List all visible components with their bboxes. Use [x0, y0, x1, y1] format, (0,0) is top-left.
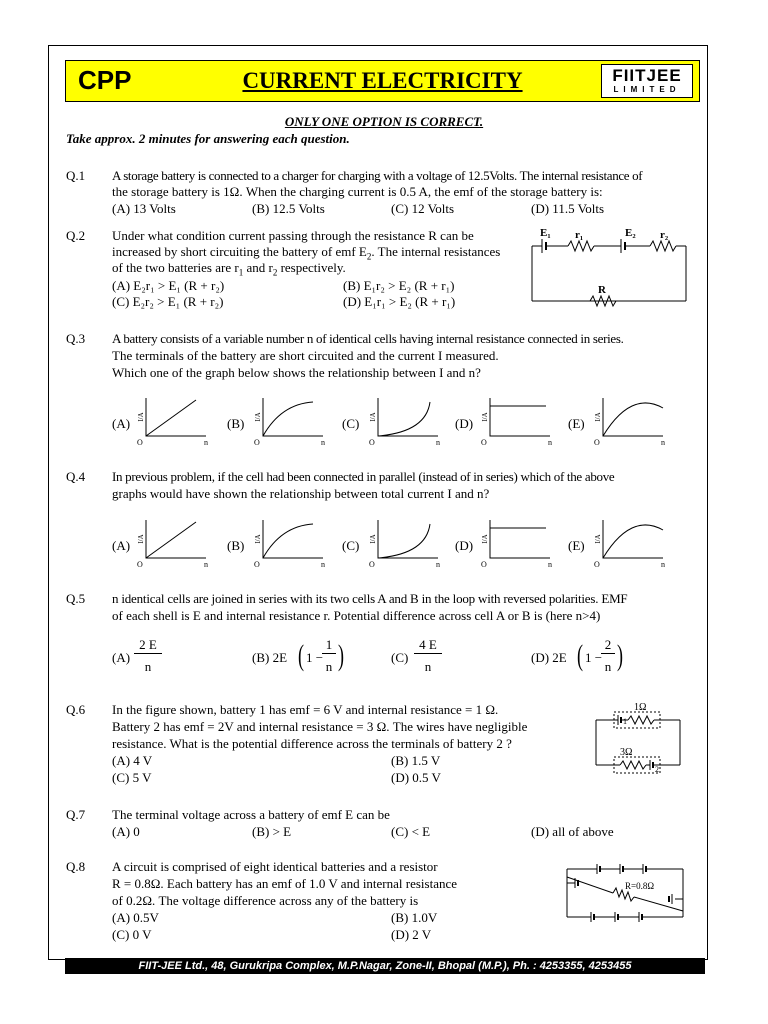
q1-text-line2: the storage battery is 1Ω. When the charging current is 0.5 A, the emf of the storage battery is: [112, 184, 603, 199]
graph-curve [146, 522, 196, 558]
q1-text-line1: A storage battery is connected to a charger for charging with a voltage of 12.5Volts. The internal resistance of [112, 168, 643, 183]
graph-axes [378, 398, 438, 436]
q5-d-rparen: ) [617, 639, 623, 672]
graph-origin-label: O [137, 438, 143, 447]
graph-curve [263, 524, 313, 558]
q8-option-d[interactable]: (D) 2 V [391, 927, 432, 942]
graph-curve [263, 402, 313, 436]
q6-circuit-diagram [590, 700, 690, 780]
q8-fig-r: R=0.8Ω [625, 881, 655, 891]
graph-origin-label: O [481, 438, 487, 447]
q4-graph-c [368, 516, 448, 568]
graph-x-label: n [548, 438, 552, 447]
q2-circuit-diagram [528, 226, 690, 304]
q6-text-line1: In the figure shown, battery 1 has emf = 6 V and internal resistance = 1 Ω. [112, 702, 499, 717]
q2-option-c[interactable]: (C) E₂r₂ > E₁ (R + r₂) [112, 294, 224, 309]
q2-text-line3: of the two batteries are $r_1$ and $r_2$ respectively. [112, 260, 346, 278]
graph-y-label: I/A [254, 534, 262, 544]
q7-option-a[interactable]: (A) 0 [112, 824, 140, 839]
graph-curve [146, 400, 196, 436]
q6-number: Q.6 [66, 702, 86, 717]
q8-circuit-diagram [555, 855, 695, 927]
q5-d-denominator: n [604, 659, 612, 674]
q1-option-b[interactable]: (B) 12.5 Volts [252, 201, 325, 216]
q6-option-b[interactable]: (B) 1.5 V [391, 753, 441, 768]
q8-text-line3: of 0.2Ω. The voltage difference across any of the battery is [112, 893, 419, 908]
graph-x-label: n [204, 438, 208, 447]
graph-origin-label: O [594, 560, 600, 569]
graph-origin-label: O [369, 560, 375, 569]
q5-a-numerator: 2 E [134, 637, 162, 654]
graph-axes [263, 398, 323, 436]
q3-graph-d [480, 394, 560, 446]
q5-d-lparen: ( [577, 639, 583, 672]
q2-option-a[interactable]: (A) E₂r₁ > E₁ (R + r₂) [112, 278, 225, 293]
fiitjee-logo [601, 64, 693, 98]
graph-axes [378, 520, 438, 558]
q2-fig-r: R [598, 284, 606, 296]
q6-fig-r2: 3Ω [620, 747, 633, 758]
q4-number: Q.4 [66, 469, 86, 484]
q2-text-line2: increased by short circuiting the battery of emf $E_2$. The internal resistances [112, 244, 501, 262]
q5-b-lparen: ( [298, 639, 304, 672]
q8-option-c[interactable]: (C) 0 V [112, 927, 152, 942]
q5-b-denominator: n [325, 659, 333, 674]
q7-option-c[interactable]: (C) < E [391, 824, 431, 839]
q5-d-one-minus: 1 − [585, 650, 603, 665]
graph-y-label: I/A [369, 534, 377, 544]
q7-text-line1: The terminal voltage across a battery of emf E can be [112, 807, 390, 822]
graph-origin-label: O [594, 438, 600, 447]
q6-option-d[interactable]: (D) 0.5 V [391, 770, 441, 785]
q4-graph-label-b[interactable]: (B) [227, 538, 245, 553]
q2-fig-e2: E₂ [625, 227, 636, 239]
graph-origin-label: O [137, 560, 143, 569]
q2-number: Q.2 [66, 228, 86, 243]
graph-curve [603, 403, 663, 436]
q6-text-line3: resistance. What is the potential difference across the terminals of battery 2 ? [112, 736, 512, 751]
graph-axes [146, 520, 206, 558]
q6-fig-b2: 2 [655, 765, 659, 774]
graph-y-label: I/A [137, 534, 145, 544]
q5-number: Q.5 [66, 591, 86, 606]
q8-option-a[interactable]: (A) 0.5V [112, 910, 159, 925]
q1-option-d[interactable]: (D) 11.5 Volts [531, 201, 605, 216]
graph-x-label: n [548, 560, 552, 569]
q5-text-line1: n identical cells are joined in series with its two cells A and B in the loop with reversed polarities. EMF [112, 591, 628, 606]
instruction-time: Take approx. 2 minutes for answering each question. [66, 131, 350, 146]
q2-text-line1: Under what condition current passing through the resistance R can be [112, 228, 474, 243]
q3-graph-c [368, 394, 448, 446]
graph-x-label: n [661, 438, 665, 447]
q3-graph-b [253, 394, 333, 446]
graph-axes [490, 398, 550, 436]
q5-option-b-label: (B) 2E [252, 650, 288, 665]
q2-fig-e1: E₁ [540, 227, 551, 239]
graph-x-label: n [204, 560, 208, 569]
graph-x-label: n [321, 560, 325, 569]
q7-number: Q.7 [66, 807, 86, 822]
q3-graph-label-b[interactable]: (B) [227, 416, 245, 431]
q8-option-b[interactable]: (B) 1.0V [391, 910, 438, 925]
q7-option-d[interactable]: (D) all of above [531, 824, 614, 839]
q8-number: Q.8 [66, 859, 86, 874]
graph-x-label: n [661, 560, 665, 569]
q8-text-line2: R = 0.8Ω. Each battery has an emf of 1.0 V and internal resistance [112, 876, 458, 891]
q3-text-line2: The terminals of the battery are short circuited and the current I measured. [112, 348, 499, 363]
graph-y-label: I/A [481, 534, 489, 544]
q5-b-rparen: ) [338, 639, 344, 672]
graph-y-label: I/A [594, 412, 602, 422]
q6-option-a[interactable]: (A) 4 V [112, 753, 153, 768]
graph-y-label: I/A [254, 412, 262, 422]
q2-fig-r2: r₂ [660, 229, 669, 241]
graph-y-label: I/A [481, 412, 489, 422]
q1-option-c[interactable]: (C) 12 Volts [391, 201, 455, 216]
q1-number: Q.1 [66, 168, 86, 183]
q4-graph-label-c[interactable]: (C) [342, 538, 360, 553]
q4-graph-b [253, 516, 333, 568]
q5-a-denominator: n [144, 659, 152, 674]
q5-c-numerator: 4 E [414, 637, 442, 654]
graph-origin-label: O [481, 560, 487, 569]
q4-text-line2: graphs would have shown the relationship between total current I and n? [112, 486, 490, 501]
cpp-tag: CPP [78, 65, 132, 95]
q3-text-line1: A battery consists of a variable number n of identical cells having internal resistance connected in series. [112, 331, 624, 346]
q4-text-line1: In previous problem, if the cell had been connected in parallel (instead of in series) which of the above [112, 469, 615, 484]
q5-option-a-label: (A) [112, 650, 131, 665]
graph-axes [263, 520, 323, 558]
q5-option-d-label: (D) 2E [531, 650, 567, 665]
graph-curve [378, 402, 430, 436]
q3-graph-label-a[interactable]: (A) [112, 416, 131, 431]
q4-graph-label-e[interactable]: (E) [568, 538, 585, 553]
q5-option-c-label: (C) [391, 650, 409, 665]
q5-text-line2: of each shell is E and internal resistance r. Potential difference across cell A or B is (here n>4) [112, 608, 601, 623]
q6-fig-b1: 1 [623, 717, 627, 726]
q3-text-line3: Which one of the graph below shows the relationship between I and n? [112, 365, 481, 380]
graph-x-label: n [321, 438, 325, 447]
logo-sub-text: LIMITED [613, 85, 681, 94]
graph-axes [146, 398, 206, 436]
q4-graph-label-a[interactable]: (A) [112, 538, 131, 553]
q3-number: Q.3 [66, 331, 86, 346]
q4-graph-label-d[interactable]: (D) [455, 538, 474, 553]
q5-b-one-minus: 1 − [306, 650, 324, 665]
graph-origin-label: O [369, 438, 375, 447]
graph-origin-label: O [254, 560, 260, 569]
q6-fig-r1: 1Ω [634, 702, 647, 713]
q3-graph-label-e[interactable]: (E) [568, 416, 585, 431]
q7-option-b[interactable]: (B) > E [252, 824, 292, 839]
graph-curve [378, 524, 430, 558]
graph-x-label: n [436, 560, 440, 569]
q8-text-line1: A circuit is comprised of eight identical batteries and a resistor [112, 859, 438, 874]
q3-graph-label-c[interactable]: (C) [342, 416, 360, 431]
page-title: CURRENT ELECTRICITY [242, 68, 523, 93]
instruction-heading: ONLY ONE OPTION IS CORRECT. [284, 114, 484, 129]
graph-x-label: n [436, 438, 440, 447]
graph-y-label: I/A [369, 412, 377, 422]
q1-option-a[interactable]: (A) 13 Volts [112, 201, 176, 216]
q5-d-numerator: 2 [601, 637, 615, 654]
logo-main-text: FIITJEE [612, 66, 682, 85]
q4-graph-a [136, 516, 216, 568]
q2-option-d[interactable]: (D) E₁r₁ > E₂ (R + r₁) [343, 294, 456, 309]
header-bar [65, 60, 700, 102]
q3-graph-e [593, 394, 673, 446]
graph-curve [603, 525, 663, 558]
footer-address: FIIT-JEE Ltd., 48, Gurukripa Complex, M.P.Nagar, Zone-II, Bhopal (M.P.), Ph. : 4253355, 4253455 [65, 958, 705, 974]
graph-origin-label: O [254, 438, 260, 447]
q4-graph-d [480, 516, 560, 568]
q3-graph-label-d[interactable]: (D) [455, 416, 474, 431]
q6-option-c[interactable]: (C) 5 V [112, 770, 152, 785]
q3-graph-a [136, 394, 216, 446]
graph-axes [490, 520, 550, 558]
q2-fig-r1: r₁ [575, 229, 584, 241]
q4-graph-e [593, 516, 673, 568]
graph-y-label: I/A [137, 412, 145, 422]
graph-y-label: I/A [594, 534, 602, 544]
q6-text-line2: Battery 2 has emf = 2V and internal resistance = 3 Ω. The wires have negligible [112, 719, 528, 734]
q5-b-numerator: 1 [322, 637, 336, 654]
q2-option-b[interactable]: (B) E₁r₂ > E₂ (R + r₁) [343, 278, 455, 293]
q5-c-denominator: n [424, 659, 432, 674]
